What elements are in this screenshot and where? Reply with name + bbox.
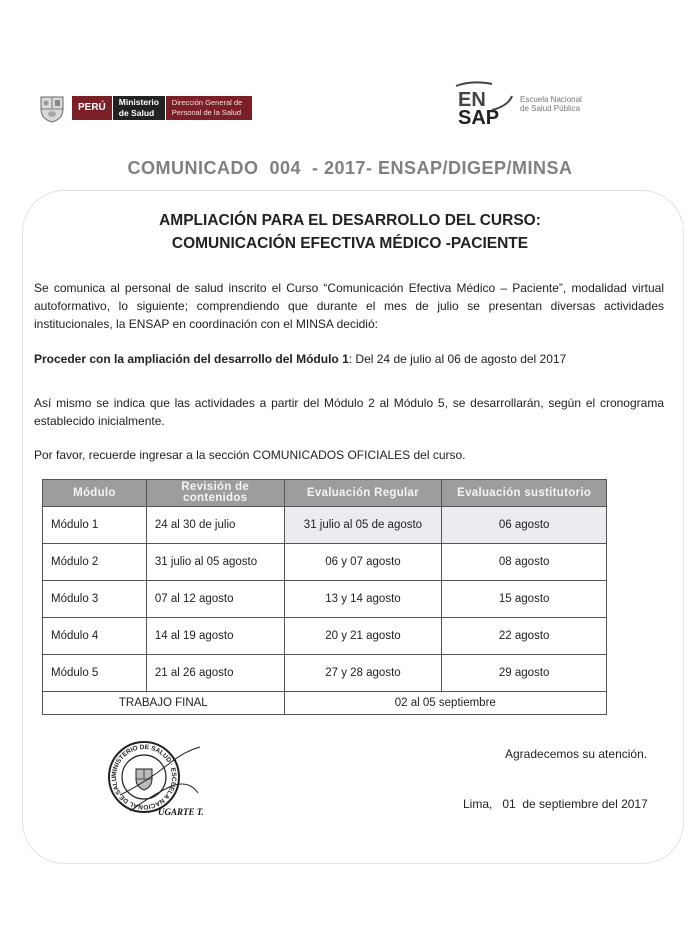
table-cell: 06 agosto — [442, 507, 607, 544]
table-cell: 13 y 14 agosto — [284, 581, 442, 618]
ensap-mark-icon — [452, 80, 514, 128]
paragraph-intro: Se comunica al personal de salud inscrito el Curso “Comunicación Efectiva Médico – Paciente”, modalidad virtual autoformativo, lo siguiente; comprendiendo que durante el mes de julio se presentan diversas actividades institucionales, la ENSAP en coordinación con el MINSA decidió: — [34, 281, 664, 331]
paragraph-extension: Proceder con la ampliación del desarrollo del Módulo 1: Del 24 de julio al 06 de agosto del 2017 — [34, 352, 567, 366]
table-cell: 06 y 07 agosto — [284, 544, 442, 581]
table-cell: 22 agosto — [442, 618, 607, 655]
svg-text:EN: EN — [458, 89, 486, 111]
table-row — [43, 618, 607, 655]
table-cell: Módulo 4 — [43, 618, 147, 655]
ensap-logo — [452, 80, 582, 128]
direccion-label: Dirección General de Personal de la Salud — [166, 96, 252, 120]
table-row — [43, 581, 607, 618]
schedule-table — [42, 479, 607, 715]
column-header: Módulo — [43, 480, 147, 507]
table-cell: 08 agosto — [442, 544, 607, 581]
table-row — [43, 544, 607, 581]
svg-text:SAP: SAP — [458, 107, 500, 128]
table-row-final — [43, 692, 607, 715]
comunicado-number: COMUNICADO 004 - 2017- ENSAP/DIGEP/MINSA — [127, 158, 573, 178]
column-header: Evaluación sustitutorio — [442, 480, 607, 507]
table-cell: 24 al 30 de julio — [146, 507, 284, 544]
thanks-text: Agradecemos su atención. — [505, 747, 648, 761]
minsa-logo — [38, 92, 252, 124]
peru-crest-icon — [38, 93, 66, 123]
document-title: AMPLIACIÓN PARA EL DESARROLLO DEL CURSO: COMUNICACIÓN EFECTIVA MÉDICO -PACIENTE — [159, 212, 541, 252]
ensap-name: Escuela Nacional de Salud Pública — [520, 95, 582, 113]
table-cell: Módulo 1 — [43, 507, 147, 544]
official-stamp — [100, 733, 216, 823]
table-cell: 07 al 12 agosto — [146, 581, 284, 618]
table-cell: 31 julio al 05 de agosto — [284, 507, 442, 544]
paragraph-schedule-note: Así mismo se indica que las actividades a partir del Módulo 2 al Módulo 5, se desarrollarán, según el cronograma establecido inicialmente. — [34, 396, 664, 428]
table-cell: 29 agosto — [442, 655, 607, 692]
table-cell: 20 y 21 agosto — [284, 618, 442, 655]
table-cell: Módulo 3 — [43, 581, 147, 618]
final-work-dates: 02 al 05 septiembre — [284, 692, 606, 715]
table-row — [43, 655, 607, 692]
table-cell: 21 al 26 agosto — [146, 655, 284, 692]
table-cell: 31 julio al 05 agosto — [146, 544, 284, 581]
date-line: Lima, 01 de septiembre del 2017 — [463, 797, 648, 811]
svg-text:UGARTE T.: UGARTE T. — [158, 807, 204, 817]
table-header-row — [43, 480, 607, 507]
paragraph-reminder: Por favor, recuerde ingresar a la sección COMUNICADOS OFICIALES del curso. — [34, 448, 466, 462]
ministerio-label: Ministerio de Salud — [113, 96, 165, 120]
final-work-label: TRABAJO FINAL — [43, 692, 285, 715]
table-cell: 14 al 19 agosto — [146, 618, 284, 655]
column-header: Evaluación Regular — [284, 480, 442, 507]
table-cell: 27 y 28 agosto — [284, 655, 442, 692]
table-row — [43, 507, 607, 544]
column-header: Revisión de contenidos — [146, 480, 284, 507]
peru-label: PERÚ — [72, 96, 112, 120]
table-cell: Módulo 5 — [43, 655, 147, 692]
table-cell: Módulo 2 — [43, 544, 147, 581]
svg-text:MINISTERIO DE SALUD · ESCUELA: MINISTERIO DE SALUD · ESCUELA NACIONAL DE SALU — [110, 743, 178, 811]
table-cell: 15 agosto — [442, 581, 607, 618]
